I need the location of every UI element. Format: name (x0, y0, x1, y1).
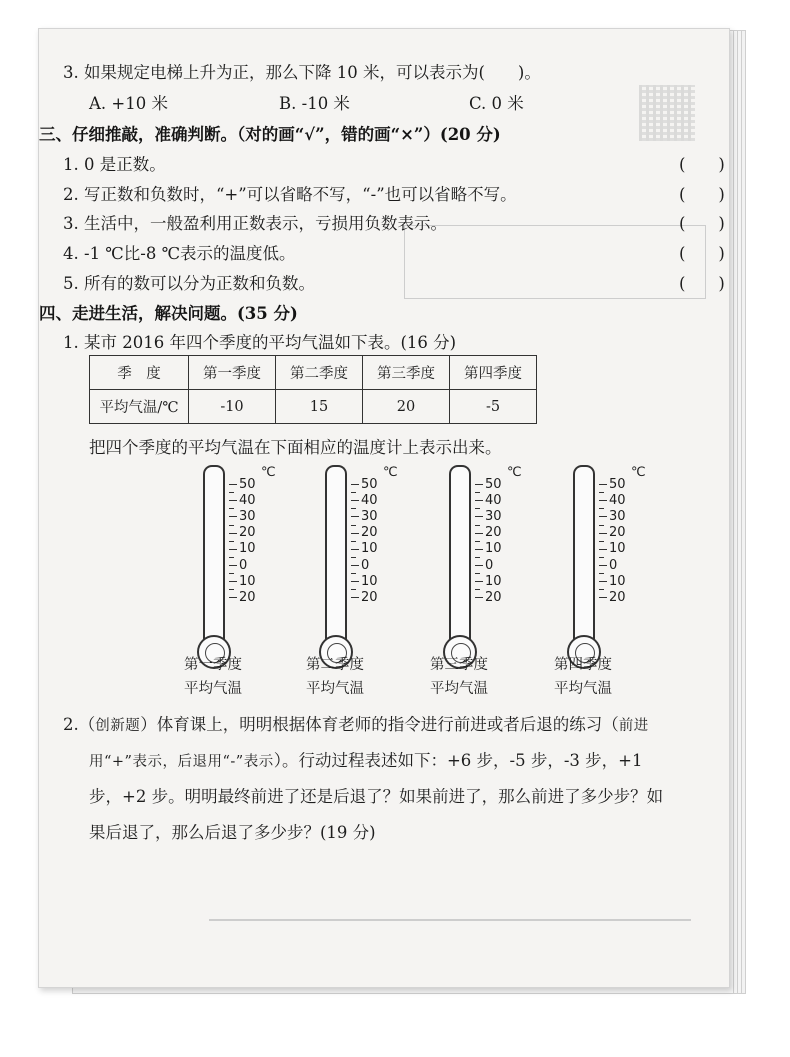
thermometer-scale (351, 465, 411, 645)
scale-tick-major (475, 549, 483, 550)
s4-q2-line4: 果后退了，那么后退了多少步？(19 分) (89, 823, 376, 842)
scale-label: 50 (485, 476, 502, 492)
scale-tick-major (229, 581, 237, 582)
s3-answer-3[interactable]: ( ) (679, 214, 725, 233)
scale-tick-major (599, 565, 607, 566)
scale-label: 30 (609, 508, 626, 524)
caption-line: 平均气温 (306, 681, 364, 697)
caption-line: 第一季度 (184, 657, 242, 673)
thermometer-q4[interactable] (573, 465, 673, 685)
temperature-table (89, 355, 537, 424)
scale-label: 0 (485, 557, 494, 573)
q3-option-b: B. -10 米 (279, 94, 350, 113)
scale-label: 20 (361, 589, 378, 605)
scale-tick-minor (351, 557, 356, 558)
scale-tick-major (229, 549, 237, 550)
scale-label: 20 (361, 525, 378, 541)
scale-tick-minor (475, 525, 480, 526)
scale-tick-minor (599, 541, 604, 542)
s4-q2-line3: 步，+2 步。明明最终前进了还是后退了？如果前进了，那么前进了多少步？如 (89, 787, 664, 806)
s4-instruction: 把四个季度的平均气温在下面相应的温度计上表示出来。 (89, 438, 502, 457)
table-row-label: 平均气温/℃ (90, 390, 189, 424)
table-header-cell: 第三季度 (363, 356, 450, 390)
thermometer-unit: ℃ (383, 465, 398, 480)
scale-label: 10 (361, 541, 378, 557)
scale-tick-minor (229, 492, 234, 493)
s4-q2-line2 (89, 743, 642, 780)
scale-label: 10 (609, 573, 626, 589)
thermometer-tube (325, 465, 347, 643)
scale-tick-minor (475, 508, 480, 509)
q2-note: 前进 (618, 718, 649, 734)
section4-title: 四、走进生活，解决问题。(35 分) (39, 304, 298, 323)
caption-line: 第四季度 (554, 657, 612, 673)
scale-tick-major (351, 533, 359, 534)
scale-tick-minor (475, 589, 480, 590)
ghost-score-box (404, 225, 706, 299)
scale-label: 10 (239, 541, 256, 557)
scale-label: 20 (239, 589, 256, 605)
scale-tick-minor (229, 525, 234, 526)
scale-tick-minor (351, 573, 356, 574)
scale-tick-major (351, 597, 359, 598)
scale-tick-major (229, 500, 237, 501)
thermometer-scale (599, 465, 659, 645)
scale-tick-minor (475, 573, 480, 574)
s3-item-3: 3. 生活中，一般盈利用正数表示，亏损用负数表示。 (63, 214, 447, 233)
scale-label: 0 (239, 557, 248, 573)
scale-label: 30 (239, 508, 256, 524)
caption-line: 第二季度 (306, 657, 364, 673)
thermometer-q1[interactable] (203, 465, 303, 685)
scale-label: 30 (361, 508, 378, 524)
table-header-cell: 第二季度 (276, 356, 363, 390)
scale-tick-major (599, 597, 607, 598)
caption-q4 (543, 653, 623, 701)
scale-label: 40 (239, 492, 256, 508)
table-header-cell: 第四季度 (450, 356, 537, 390)
scale-label: 20 (485, 589, 502, 605)
q3-stem: 3. 如果规定电梯上升为正，那么下降 10 米，可以表示为( )。 (63, 63, 541, 82)
scale-tick-major (475, 581, 483, 582)
scale-tick-minor (351, 541, 356, 542)
s4-q1-stem: 1. 某市 2016 年四个季度的平均气温如下表。(16 分) (63, 333, 457, 352)
scale-tick-major (229, 597, 237, 598)
scale-label: 0 (361, 557, 370, 573)
caption-q2 (295, 653, 375, 701)
scale-tick-minor (599, 492, 604, 493)
scale-tick-major (351, 549, 359, 550)
scale-tick-major (229, 565, 237, 566)
s3-answer-2[interactable]: ( ) (679, 185, 725, 204)
q2-number: 2.（ (63, 715, 96, 734)
caption-line: 平均气温 (184, 681, 242, 697)
scale-tick-minor (229, 508, 234, 509)
q3-option-c: C. 0 米 (469, 94, 524, 113)
q2-tag: 创新题 (95, 718, 141, 734)
scale-label: 10 (609, 541, 626, 557)
scale-label: 50 (361, 476, 378, 492)
scale-label: 50 (609, 476, 626, 492)
scale-label: 50 (239, 476, 256, 492)
scale-tick-minor (599, 508, 604, 509)
scale-tick-major (599, 549, 607, 550)
scale-tick-major (229, 516, 237, 517)
scale-label: 40 (609, 492, 626, 508)
q2-note: 用“+”表示，后退用“-”表示 (89, 754, 274, 770)
scale-tick-minor (599, 557, 604, 558)
scale-label: 20 (239, 525, 256, 541)
scale-tick-major (351, 516, 359, 517)
scale-label: 20 (609, 525, 626, 541)
caption-q1 (173, 653, 253, 701)
scale-tick-minor (229, 589, 234, 590)
scale-label: 20 (609, 589, 626, 605)
scale-tick-major (351, 565, 359, 566)
scale-tick-minor (229, 557, 234, 558)
thermometer-tube (449, 465, 471, 643)
s3-answer-1[interactable]: ( ) (679, 155, 725, 174)
scale-label: 20 (485, 525, 502, 541)
scale-tick-major (351, 484, 359, 485)
scale-tick-major (599, 516, 607, 517)
q3-option-a: A. +10 米 (89, 94, 168, 113)
thermometer-q3[interactable] (449, 465, 549, 685)
s3-item-2: 2. 写正数和负数时，“+”可以省略不写，“-”也可以省略不写。 (63, 185, 517, 204)
scale-tick-major (351, 581, 359, 582)
s3-answer-5[interactable]: ( ) (679, 274, 725, 293)
scale-tick-minor (351, 589, 356, 590)
table-header-cell: 第一季度 (189, 356, 276, 390)
scale-tick-major (599, 500, 607, 501)
thermometer-scale (475, 465, 535, 645)
thermometer-tube (203, 465, 225, 643)
scale-tick-major (475, 500, 483, 501)
scale-tick-major (475, 597, 483, 598)
scale-tick-major (229, 533, 237, 534)
caption-line: 平均气温 (554, 681, 612, 697)
thermometer-tube (573, 465, 595, 643)
ghost-numberline (209, 919, 691, 921)
caption-line: 平均气温 (430, 681, 488, 697)
scale-tick-minor (475, 541, 480, 542)
scale-tick-minor (351, 525, 356, 526)
scale-tick-minor (599, 525, 604, 526)
worksheet-page (38, 28, 730, 988)
scale-tick-major (599, 533, 607, 534)
scale-tick-minor (351, 508, 356, 509)
scale-tick-minor (229, 541, 234, 542)
scale-tick-major (475, 484, 483, 485)
q2-text: ）。行动过程表述如下：+6 步，-5 步，-3 步，+1 (273, 751, 643, 770)
scale-tick-minor (599, 589, 604, 590)
thermometer-unit: ℃ (507, 465, 522, 480)
s4-q2-line1 (63, 707, 649, 744)
qr-code-ghost (639, 85, 695, 141)
table-cell: 15 (276, 390, 363, 424)
q2-text: ）体育课上，明明根据体育老师的指令进行前进或者后退的练习（ (140, 715, 619, 734)
scale-tick-major (351, 500, 359, 501)
s3-item-5: 5. 所有的数可以分为正数和负数。 (63, 274, 315, 293)
scale-tick-minor (599, 573, 604, 574)
section3-title: 三、仔细推敲，准确判断。（对的画“√”，错的画“×”）(20 分) (39, 125, 501, 144)
thermometer-unit: ℃ (261, 465, 276, 480)
thermometer-unit: ℃ (631, 465, 646, 480)
caption-line: 第三季度 (430, 657, 488, 673)
scale-tick-major (475, 516, 483, 517)
caption-q3 (419, 653, 499, 701)
s3-answer-4[interactable]: ( ) (679, 244, 725, 263)
scale-tick-minor (475, 492, 480, 493)
scale-label: 30 (485, 508, 502, 524)
scale-tick-major (599, 581, 607, 582)
scale-label: 10 (485, 573, 502, 589)
table-row (90, 390, 537, 424)
thermometer-scale (229, 465, 289, 645)
table-cell: 20 (363, 390, 450, 424)
table-row (90, 356, 537, 390)
s3-item-1: 1. 0 是正数。 (63, 155, 166, 174)
scale-label: 40 (361, 492, 378, 508)
scale-label: 10 (239, 573, 256, 589)
scale-tick-major (475, 533, 483, 534)
table-header-cell: 季 度 (90, 356, 189, 390)
table-cell: -10 (189, 390, 276, 424)
scale-tick-major (229, 484, 237, 485)
scale-tick-major (599, 484, 607, 485)
scale-label: 10 (485, 541, 502, 557)
scale-tick-minor (475, 557, 480, 558)
scale-label: 10 (361, 573, 378, 589)
thermometer-q2[interactable] (325, 465, 425, 685)
scale-tick-minor (229, 573, 234, 574)
table-cell: -5 (450, 390, 537, 424)
scale-label: 0 (609, 557, 618, 573)
scale-label: 40 (485, 492, 502, 508)
s3-item-4: 4. -1 ℃比-8 ℃表示的温度低。 (63, 244, 296, 263)
scale-tick-minor (351, 492, 356, 493)
scale-tick-major (475, 565, 483, 566)
